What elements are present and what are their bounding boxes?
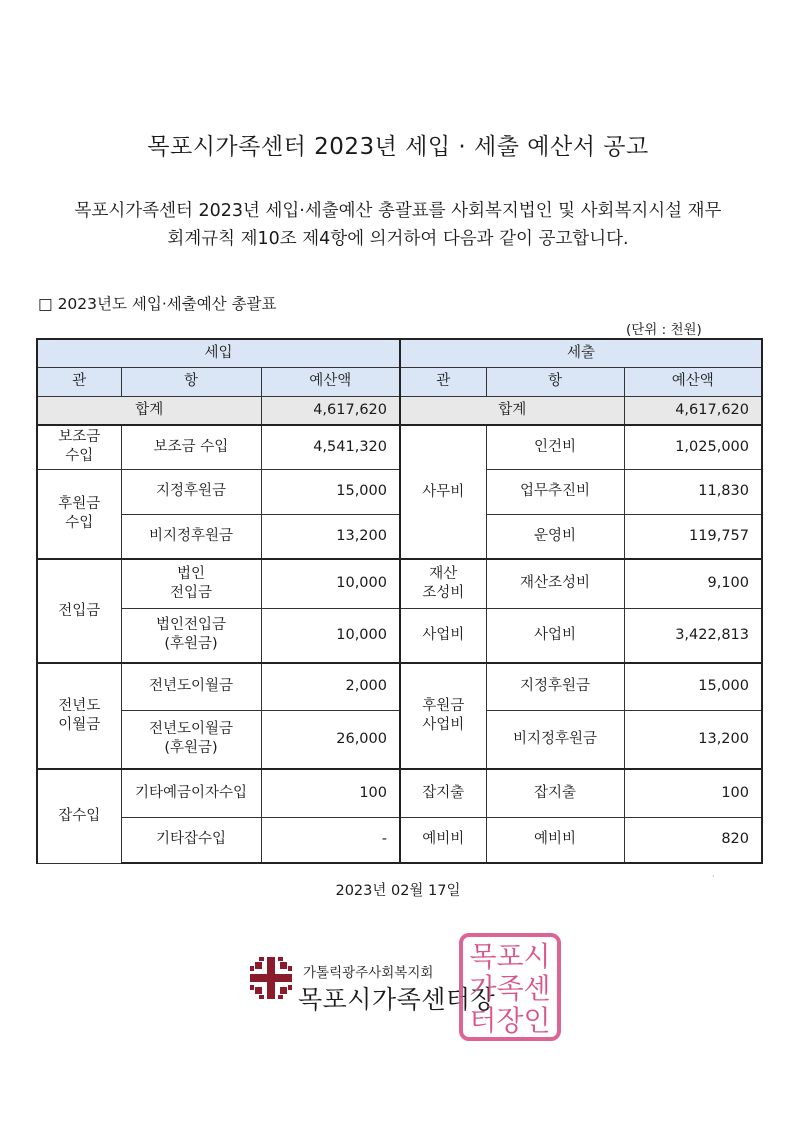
seal-text-line-1: 목포시 (469, 940, 551, 973)
expense-amount-cell: 13,200 (624, 710, 762, 769)
announcement-date: 2023년 02월 17일 (335, 883, 461, 899)
revenue-hang-cell: 보조금 수입 (121, 425, 261, 469)
expense-hang-cell: 운영비 (486, 514, 624, 559)
col-header-gwan: 관 (37, 367, 121, 396)
section-title: □ 2023년도 세입·세출예산 총괄표 (38, 295, 277, 313)
expense-amount-cell: 820 (624, 817, 762, 863)
unit-label: (단위 : 천원) (626, 322, 702, 338)
revenue-hang-cell: 법인전입금 (후원금) (121, 608, 261, 663)
expense-hang-cell: 예비비 (486, 817, 624, 863)
revenue-total-label: 합계 (37, 396, 261, 425)
expense-amount-cell: 3,422,813 (624, 608, 762, 663)
expense-gwan-cell: 사업비 (400, 608, 486, 663)
revenue-hang-cell: 지정후원금 (121, 469, 261, 514)
official-seal-stamp (458, 932, 562, 1042)
expense-hang-cell: 잡지출 (486, 769, 624, 817)
expense-total-amount: 4,617,620 (624, 396, 762, 425)
expense-hang-cell: 사업비 (486, 608, 624, 663)
scan-speck: · (712, 872, 715, 882)
expense-total-label: 합계 (400, 396, 624, 425)
revenue-amount-cell: 26,000 (261, 710, 400, 769)
revenue-amount-cell: 15,000 (261, 469, 400, 514)
revenue-gwan-cell: 후원금 수입 (37, 469, 121, 559)
expense-gwan-cell: 후원금 사업비 (400, 663, 486, 769)
revenue-amount-cell: 4,541,320 (261, 425, 400, 469)
revenue-gwan-cell: 전년도 이월금 (37, 663, 121, 769)
intro-paragraph (40, 197, 756, 253)
expense-hang-cell: 비지정후원금 (486, 710, 624, 769)
revenue-gwan-cell: 잡수입 (37, 769, 121, 863)
revenue-amount-cell: 10,000 (261, 608, 400, 663)
expense-header: 세출 (400, 339, 762, 367)
revenue-hang-cell: 전년도이월금 (121, 663, 261, 710)
expense-hang-cell: 지정후원금 (486, 663, 624, 710)
expense-gwan-cell: 예비비 (400, 817, 486, 863)
expense-hang-cell: 재산조성비 (486, 559, 624, 608)
revenue-amount-cell: 2,000 (261, 663, 400, 710)
catholic-cross-logo-icon (248, 955, 294, 1001)
revenue-gwan-cell: 전입금 (37, 559, 121, 663)
budget-summary-table (36, 338, 763, 864)
revenue-gwan-cell: 보조금 수입 (37, 425, 121, 469)
revenue-hang-cell: 기타예금이자수입 (121, 769, 261, 817)
col-header-gwan: 관 (400, 367, 486, 396)
revenue-hang-cell: 법인 전입금 (121, 559, 261, 608)
col-header-hang: 항 (121, 367, 261, 396)
revenue-amount-cell: - (261, 817, 400, 863)
col-header-amount: 예산액 (624, 367, 762, 396)
expense-gwan-cell: 재산 조성비 (400, 559, 486, 608)
revenue-hang-cell: 기타잡수입 (121, 817, 261, 863)
expense-gwan-cell: 잡지출 (400, 769, 486, 817)
expense-amount-cell: 15,000 (624, 663, 762, 710)
revenue-hang-cell: 비지정후원금 (121, 514, 261, 559)
expense-hang-cell: 인건비 (486, 425, 624, 469)
expense-hang-cell: 업무추진비 (486, 469, 624, 514)
intro-line-2: 회계규칙 제10조 제4항에 의거하여 다음과 같이 공고합니다. (167, 229, 629, 249)
revenue-hang-cell: 전년도이월금 (후원금) (121, 710, 261, 769)
expense-amount-cell: 100 (624, 769, 762, 817)
seal-text-line-3: 터장인 (469, 1004, 551, 1037)
revenue-total-amount: 4,617,620 (261, 396, 400, 425)
expense-amount-cell: 11,830 (624, 469, 762, 514)
organization-name: 가톨릭광주사회복지회 (303, 965, 434, 981)
revenue-amount-cell: 13,200 (261, 514, 400, 559)
revenue-header: 세입 (37, 339, 400, 367)
revenue-amount-cell: 100 (261, 769, 400, 817)
expense-amount-cell: 9,100 (624, 559, 762, 608)
intro-line-1: 목포시가족센터 2023년 세입·세출예산 총괄표를 사회복지법인 및 사회복지시설 재무 (74, 201, 722, 221)
revenue-amount-cell: 10,000 (261, 559, 400, 608)
seal-text-line-2: 가족센 (469, 972, 551, 1005)
center-director-title: 목포시가족센터장 (298, 985, 496, 1014)
document-title: 목포시가족센터 2023년 세입 · 세출 예산서 공고 (147, 134, 649, 160)
expense-amount-cell: 1,025,000 (624, 425, 762, 469)
col-header-amount: 예산액 (261, 367, 400, 396)
expense-gwan-cell: 사무비 (400, 425, 486, 559)
expense-amount-cell: 119,757 (624, 514, 762, 559)
col-header-hang: 항 (486, 367, 624, 396)
